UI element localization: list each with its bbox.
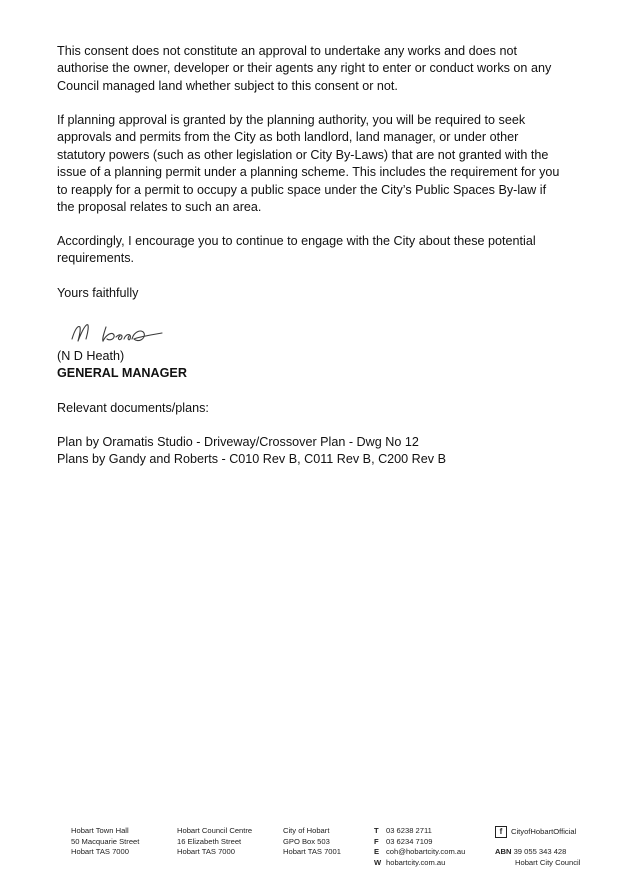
footer-council-centre-address: Hobart Council Centre 16 Elizabeth Street Hobart TAS 7000: [177, 826, 253, 857]
paragraph-planning-approval: If planning approval is granted by the planning authority, you will be required to seek approvals and permits from the City as both landlord, land manager, or under other statutory powers (such as other legislation or City By-Laws) that are not granted with the issue of a planning permit under a planning scheme. This includes the requirement for you to reapply for a permit to occupy a public space under the City’s Public Spaces By-law if the proposal relates to such an area.: [57, 113, 560, 215]
footer-social-and-abn: [495, 826, 580, 868]
documents-list: [57, 434, 577, 469]
document-item: Plans by Gandy and Roberts - C010 Rev B, C011 Rev B, C200 Rev B: [57, 452, 446, 467]
contact-fax: F 03 6234 7109: [374, 836, 433, 846]
contact-phone: T 03 6238 2711: [374, 826, 432, 835]
footer-town-hall-address: Hobart Town Hall 50 Macquarie Street Hobart TAS 7000: [71, 826, 140, 857]
facebook-icon: f: [495, 826, 507, 838]
paragraph-encourage: Accordingly, I encourage you to continue to engage with the City about these potential requirements.: [57, 234, 536, 266]
council-name: Hobart City Council: [515, 857, 581, 867]
handwritten-signature: [66, 317, 176, 351]
contact-website: W hobartcity.com.au: [374, 857, 446, 867]
social-row: [495, 826, 580, 838]
footer-postal-address: City of Hobart GPO Box 503 Hobart TAS 7001: [283, 826, 341, 857]
closing-salutation: Yours faithfully: [57, 286, 139, 300]
paragraph-consent: This consent does not constitute an approval to undertake any works and does not authorise the owner, developer or their agents any right to enter or conduct works on any Council managed land whether subject to this consent or not.: [57, 44, 552, 93]
footer-contacts: [374, 826, 465, 868]
signatory-title: GENERAL MANAGER: [57, 366, 187, 380]
signatory-name: (N D Heath): [57, 349, 125, 363]
documents-heading: Relevant documents/plans:: [57, 401, 209, 415]
contact-email: E coh@hobartcity.com.au: [374, 847, 466, 857]
document-item: Plan by Oramatis Studio - Driveway/Crossover Plan - Dwg No 12: [57, 435, 419, 449]
social-handle: CityofHobartOfficial: [511, 826, 577, 836]
abn-row: ABN 39 055 343 428: [495, 847, 567, 856]
